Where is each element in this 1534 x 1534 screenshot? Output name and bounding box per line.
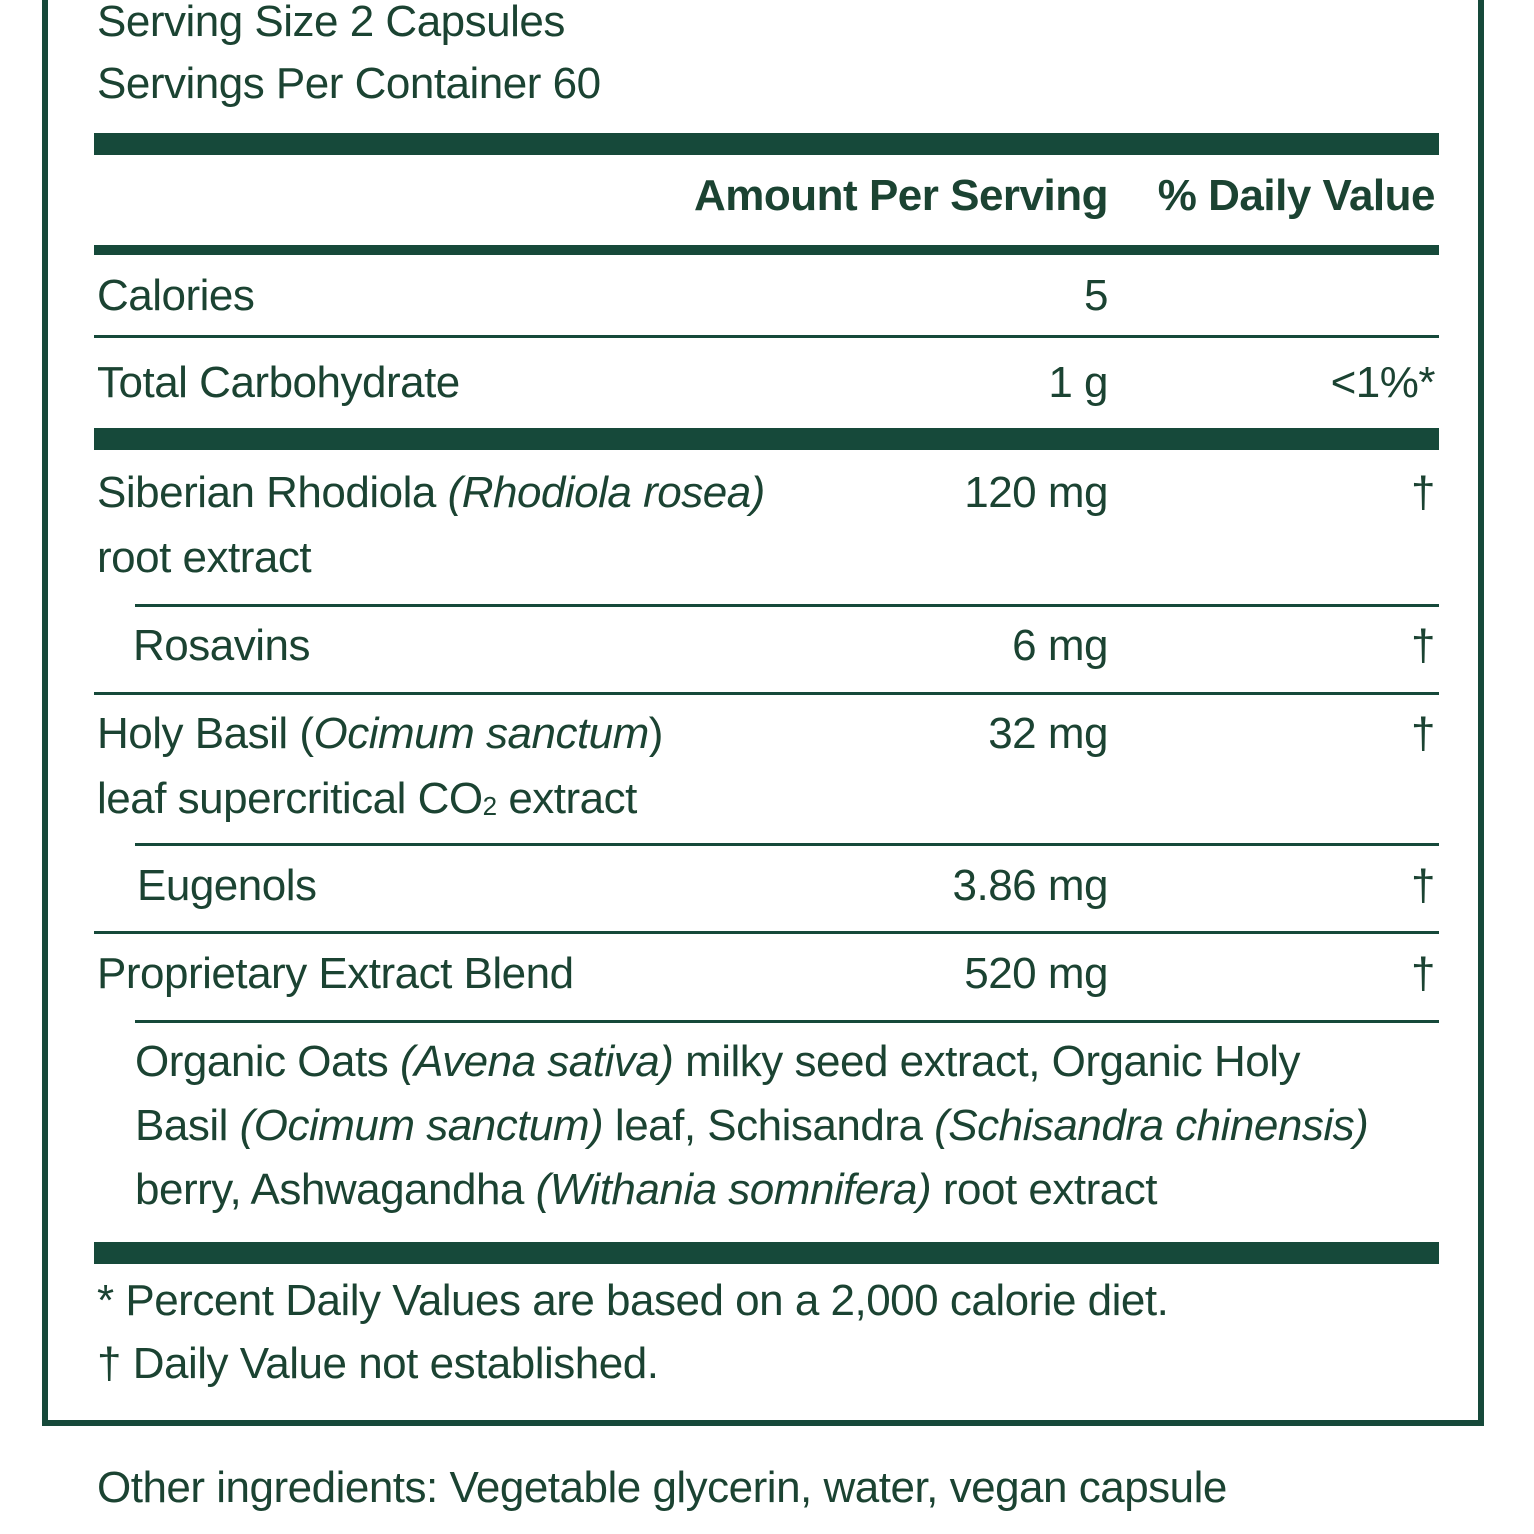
blend-detail-line1: Organic Oats (Avena sativa) milky seed extract, Organic Holy — [135, 1037, 1300, 1086]
divider-thin — [135, 1020, 1439, 1023]
footnote-dagger: † Daily Value not established. — [97, 1339, 659, 1388]
rhodiola-label: Siberian Rhodiola (Rhodiola rosea) — [97, 468, 765, 517]
eugenols-dv: † — [1411, 861, 1435, 910]
eugenols-label: Eugenols — [137, 861, 317, 910]
other-ingredients: Other ingredients: Vegetable glycerin, water, vegan capsule — [97, 1463, 1227, 1512]
amount-per-serving-header: Amount Per Serving — [694, 171, 1108, 220]
rosavins-dv: † — [1411, 621, 1435, 670]
proprietary-blend-dv: † — [1411, 949, 1435, 998]
divider-medium — [94, 245, 1439, 255]
rhodiola-amount: 120 mg — [964, 468, 1108, 517]
total-carbohydrate-amount: 1 g — [1048, 358, 1108, 407]
footnote-percent: * Percent Daily Values are based on a 2,000 calorie diet. — [97, 1276, 1169, 1325]
holy-basil-label: Holy Basil (Ocimum sanctum) — [97, 709, 663, 758]
divider-thin — [94, 692, 1439, 695]
divider-thin — [94, 335, 1439, 338]
rhodiola-dv: † — [1411, 468, 1435, 517]
eugenols-amount: 3.86 mg — [952, 861, 1108, 910]
serving-size: Serving Size 2 Capsules — [97, 0, 565, 46]
divider-thick — [94, 1242, 1439, 1264]
servings-per-container: Servings Per Container 60 — [97, 59, 601, 108]
rhodiola-label-line2: root extract — [97, 533, 312, 582]
divider-thin — [94, 931, 1439, 934]
blend-detail-line2: Basil (Ocimum sanctum) leaf, Schisandra (Schisandra chinensis) — [135, 1101, 1369, 1150]
divider-thin — [135, 604, 1439, 607]
calories-label: Calories — [97, 271, 255, 320]
daily-value-header: % Daily Value — [1157, 171, 1435, 220]
rosavins-label: Rosavins — [133, 621, 310, 670]
holy-basil-dv: † — [1411, 709, 1435, 758]
proprietary-blend-amount: 520 mg — [964, 949, 1108, 998]
total-carbohydrate-label: Total Carbohydrate — [97, 358, 460, 407]
calories-amount: 5 — [1084, 271, 1108, 320]
proprietary-blend-label: Proprietary Extract Blend — [97, 949, 574, 998]
divider-thick — [94, 428, 1439, 450]
rosavins-amount: 6 mg — [1012, 621, 1108, 670]
total-carbohydrate-dv: <1%* — [1330, 358, 1435, 407]
divider-thick — [94, 133, 1439, 155]
blend-detail-line3: berry, Ashwagandha (Withania somnifera) root extract — [135, 1165, 1157, 1214]
divider-thin — [135, 843, 1439, 846]
holy-basil-amount: 32 mg — [988, 709, 1108, 758]
holy-basil-label-line2: leaf supercritical $CO_2$ extract — [97, 774, 637, 823]
